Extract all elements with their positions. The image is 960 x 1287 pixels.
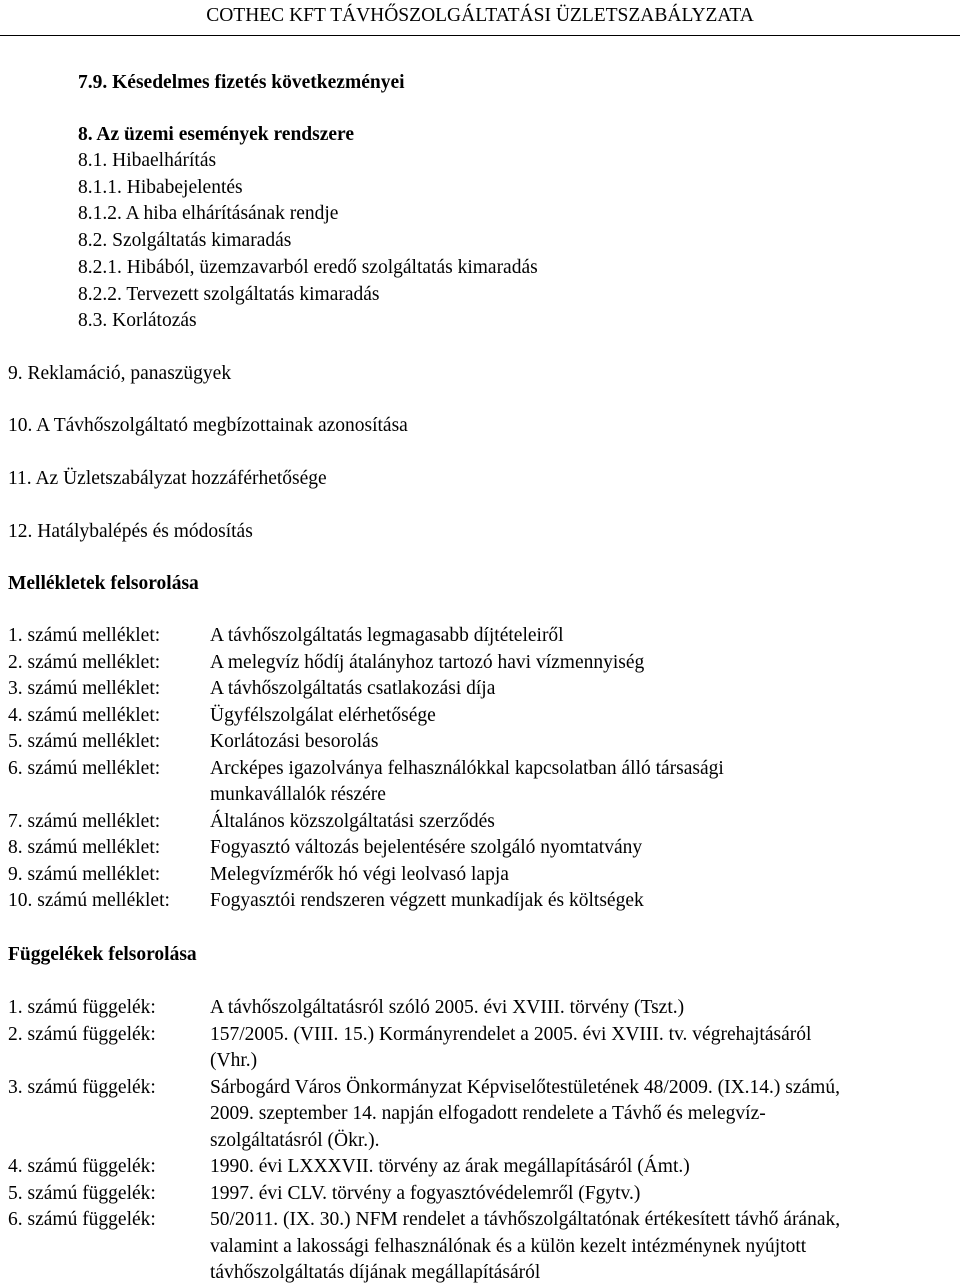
annex-description: Általános közszolgáltatási szerződés [210, 810, 495, 832]
annex-label: 2. számú melléklet: [8, 651, 161, 673]
annex-label: 5. számú melléklet: [8, 731, 161, 752]
appendix-description: távhőszolgáltatás díjának megállapításáról [210, 1262, 541, 1283]
annex-description: munkavállalók részére [210, 784, 386, 805]
appendix-label: 1. számú függelék: [8, 997, 156, 1018]
annex-description: Fogyasztói rendszeren végzett munkadíjak és költségek [210, 890, 644, 911]
annex-description: A távhőszolgáltatás legmagasabb díjtételeiről [210, 625, 564, 646]
annex-label: 1. számú melléklet: [8, 625, 161, 646]
toc-11: 11. Az Üzletszabályzat hozzáférhetősége [8, 468, 327, 489]
toc-8-1: 8.1. Hibaelhárítás [78, 150, 217, 171]
annex-label: 10. számú melléklet: [8, 890, 170, 911]
annex-description: Korlátozási besorolás [210, 731, 379, 752]
appendices-heading: Függelékek felsorolása [8, 944, 197, 965]
appendix-description: 50/2011. (IX. 30.) NFM rendelet a távhőszolgáltatónak értékesített távhő árának, [210, 1209, 841, 1230]
annex-description: Ügyfélszolgálat elérhetősége [210, 704, 436, 726]
appendix-description: Sárbogárd Város Önkormányzat Képviselőtestületének 48/2009. (IX.14.) számú, [210, 1076, 840, 1098]
appendix-label: 3. számú függelék: [8, 1076, 156, 1098]
header-divider [0, 35, 960, 36]
annex-label: 3. számú melléklet: [8, 678, 161, 699]
toc-9: 9. Reklamáció, panaszügyek [8, 363, 232, 384]
appendix-description: A távhőszolgáltatásról szóló 2005. évi XVIII. törvény (Tszt.) [210, 997, 685, 1018]
annex-label: 9. számú melléklet: [8, 863, 161, 885]
annexes-heading: Mellékletek felsorolása [8, 573, 199, 594]
appendix-description: 157/2005. (VIII. 15.) Kormányrendelet a 2005. évi XVIII. tv. végrehajtásáról [210, 1023, 812, 1045]
toc-8-3: 8.3. Korlátozás [78, 310, 197, 331]
appendix-description: 1990. évi LXXXVII. törvény az árak megállapításáról (Ámt.) [210, 1156, 690, 1177]
appendix-label: 6. számú függelék: [8, 1209, 156, 1230]
annex-label: 6. számú melléklet: [8, 757, 161, 779]
toc-8-2-2: 8.2.2. Tervezett szolgáltatás kimaradás [78, 284, 380, 305]
toc-12: 12. Hatálybalépés és módosítás [8, 521, 253, 542]
annex-description: A melegvíz hődíj átalányhoz tartozó havi vízmennyiség [210, 651, 645, 673]
appendix-description: 1997. évi CLV. törvény a fogyasztóvédelemről (Fgytv.) [210, 1182, 641, 1204]
appendix-description: valamint a lakossági felhasználónak és a külön kezelt intézménynek nyújtott [210, 1235, 807, 1257]
toc-8-1-2: 8.1.2. A hiba elhárításának rendje [78, 203, 339, 224]
appendix-description: 2009. szeptember 14. napján elfogadott rendelete a Távhő és melegvíz- [210, 1103, 766, 1124]
appendix-description: szolgáltatásról (Ökr.). [210, 1129, 380, 1151]
annex-description: Arcképes igazolványa felhasználókkal kapcsolatban álló társasági [210, 757, 724, 779]
toc-8-2-1: 8.2.1. Hibából, üzemzavarból eredő szolgáltatás kimaradás [78, 257, 538, 278]
page-header: COTHEC KFT TÁVHŐSZOLGÁLTATÁSI ÜZLETSZABÁLYZATA [206, 5, 754, 26]
toc-8-1-1: 8.1.1. Hibabejelentés [78, 177, 243, 198]
annex-description: Fogyasztó változás bejelentésére szolgáló nyomtatvány [210, 837, 643, 858]
appendix-label: 4. számú függelék: [8, 1156, 156, 1177]
toc-7-9: 7.9. Késedelmes fizetés következményei [78, 72, 405, 93]
annex-label: 7. számú melléklet: [8, 810, 161, 832]
annex-description: Melegvízmérők hó végi leolvasó lapja [210, 863, 509, 885]
appendix-label: 5. számú függelék: [8, 1182, 156, 1204]
toc-10: 10. A Távhőszolgáltató megbízottainak azonosítása [8, 415, 408, 436]
annex-label: 4. számú melléklet: [8, 704, 161, 726]
toc-8: 8. Az üzemi események rendszere [78, 124, 354, 145]
toc-8-2: 8.2. Szolgáltatás kimaradás [78, 230, 292, 251]
annex-label: 8. számú melléklet: [8, 837, 161, 858]
annex-description: A távhőszolgáltatás csatlakozási díja [210, 678, 496, 699]
appendix-label: 2. számú függelék: [8, 1023, 156, 1045]
appendix-description: (Vhr.) [210, 1050, 258, 1071]
